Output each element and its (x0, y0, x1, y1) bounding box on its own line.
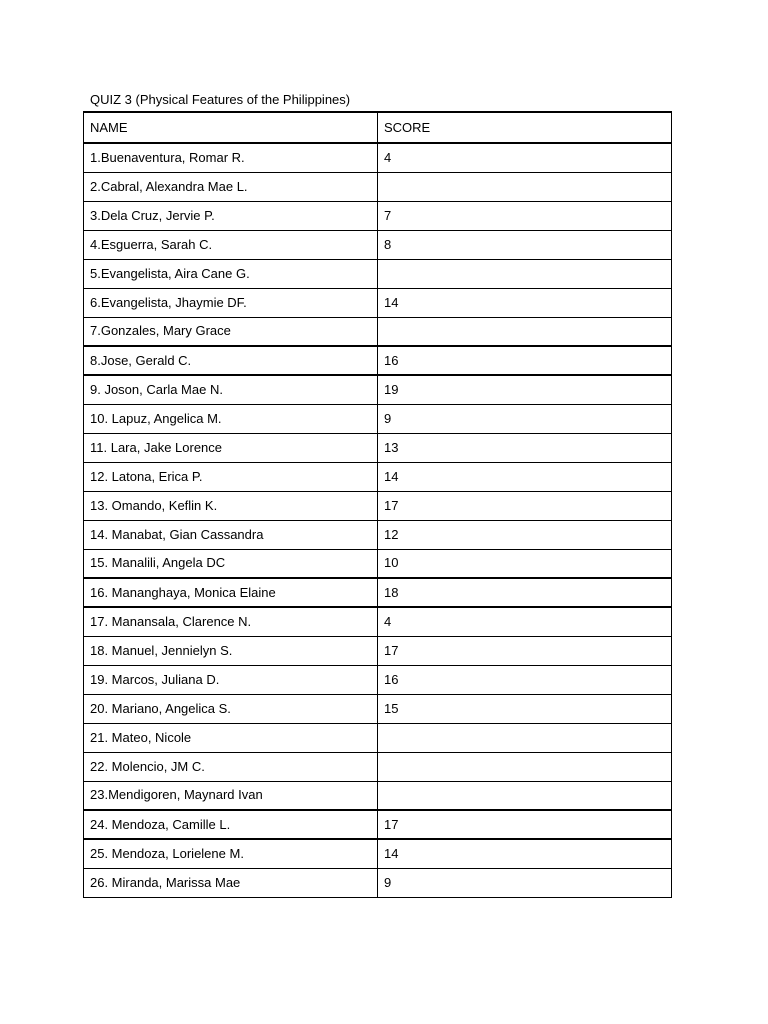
score-cell: 10 (378, 549, 672, 578)
table-row (84, 317, 672, 346)
student-name-cell: 21. Mateo, Nicole (84, 723, 378, 752)
score-column-header: SCORE (378, 112, 672, 143)
score-cell: 17 (378, 491, 672, 520)
student-name-cell: 3.Dela Cruz, Jervie P. (84, 201, 378, 230)
student-name-cell: 6.Evangelista, Jhaymie DF. (84, 288, 378, 317)
student-name-cell: 18. Manuel, Jennielyn S. (84, 636, 378, 665)
table-row (84, 201, 672, 230)
table-row (84, 375, 672, 404)
student-name-cell: 11. Lara, Jake Lorence (84, 433, 378, 462)
score-cell: 14 (378, 462, 672, 491)
score-cell (378, 172, 672, 201)
score-cell: 19 (378, 375, 672, 404)
table-row (84, 462, 672, 491)
table-row (84, 172, 672, 201)
score-cell: 7 (378, 201, 672, 230)
score-cell (378, 752, 672, 781)
name-column-header: NAME (84, 112, 378, 143)
student-name-cell: 22. Molencio, JM C. (84, 752, 378, 781)
score-cell: 18 (378, 578, 672, 607)
student-name-cell: 5.Evangelista, Aira Cane G. (84, 259, 378, 288)
table-row (84, 839, 672, 868)
student-name-cell: 2.Cabral, Alexandra Mae L. (84, 172, 378, 201)
table-row (84, 694, 672, 723)
score-cell: 9 (378, 868, 672, 897)
table-row (84, 346, 672, 375)
score-cell: 9 (378, 404, 672, 433)
score-cell (378, 723, 672, 752)
score-cell (378, 781, 672, 810)
student-name-cell: 20. Mariano, Angelica S. (84, 694, 378, 723)
table-row (84, 404, 672, 433)
score-cell: 8 (378, 230, 672, 259)
score-cell: 16 (378, 346, 672, 375)
score-table (83, 111, 672, 898)
table-row (84, 781, 672, 810)
table-row (84, 491, 672, 520)
student-name-cell: 26. Miranda, Marissa Mae (84, 868, 378, 897)
score-cell (378, 259, 672, 288)
student-name-cell: 24. Mendoza, Camille L. (84, 810, 378, 839)
table-row (84, 752, 672, 781)
score-cell: 13 (378, 433, 672, 462)
student-name-cell: 9. Joson, Carla Mae N. (84, 375, 378, 404)
table-row (84, 143, 672, 172)
table-row (84, 665, 672, 694)
page-title: QUIZ 3 (Physical Features of the Philippines) (90, 92, 351, 107)
score-cell: 14 (378, 839, 672, 868)
table-row (84, 288, 672, 317)
student-name-cell: 1.Buenaventura, Romar R. (84, 143, 378, 172)
score-cell: 17 (378, 810, 672, 839)
table-row (84, 549, 672, 578)
table-row (84, 520, 672, 549)
table-row (84, 868, 672, 897)
score-cell: 14 (378, 288, 672, 317)
student-name-cell: 16. Mananghaya, Monica Elaine (84, 578, 378, 607)
table-header-row (84, 112, 672, 143)
table-row (84, 230, 672, 259)
score-cell: 4 (378, 607, 672, 636)
score-cell: 12 (378, 520, 672, 549)
student-name-cell: 19. Marcos, Juliana D. (84, 665, 378, 694)
student-name-cell: 17. Manansala, Clarence N. (84, 607, 378, 636)
student-name-cell: 7.Gonzales, Mary Grace (84, 317, 378, 346)
student-name-cell: 10. Lapuz, Angelica M. (84, 404, 378, 433)
student-name-cell: 25. Mendoza, Lorielene M. (84, 839, 378, 868)
table-row (84, 607, 672, 636)
student-name-cell: 8.Jose, Gerald C. (84, 346, 378, 375)
student-name-cell: 4.Esguerra, Sarah C. (84, 230, 378, 259)
table-row (84, 259, 672, 288)
score-cell: 4 (378, 143, 672, 172)
table-row (84, 723, 672, 752)
score-cell: 16 (378, 665, 672, 694)
table-row (84, 810, 672, 839)
table-row (84, 636, 672, 665)
table-row (84, 578, 672, 607)
table-row (84, 433, 672, 462)
student-name-cell: 14. Manabat, Gian Cassandra (84, 520, 378, 549)
student-name-cell: 13. Omando, Keflin K. (84, 491, 378, 520)
score-cell: 15 (378, 694, 672, 723)
score-cell: 17 (378, 636, 672, 665)
student-name-cell: 15. Manalili, Angela DC (84, 549, 378, 578)
student-name-cell: 12. Latona, Erica P. (84, 462, 378, 491)
score-cell (378, 317, 672, 346)
student-name-cell: 23.Mendigoren, Maynard Ivan (84, 781, 378, 810)
